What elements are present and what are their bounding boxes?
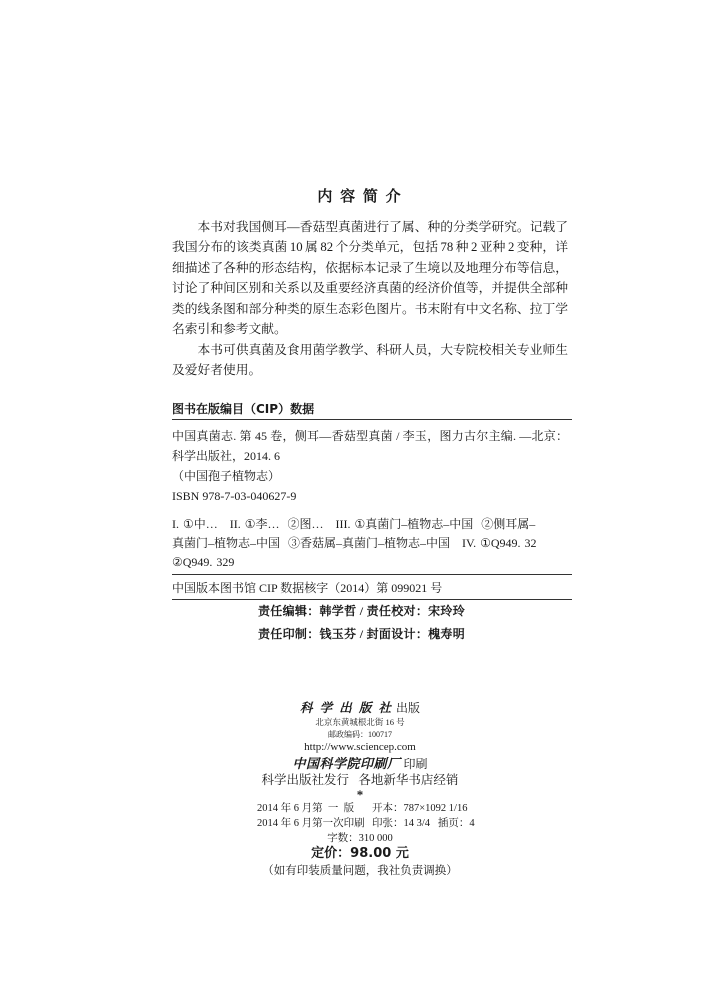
cip-record [172,426,568,506]
price: 定价：98.00 元 [311,846,409,861]
publisher-url: http://www.sciencep.com [304,741,416,753]
cip-record-line: 科学出版社，2014. 6 [172,449,281,463]
intro-line: 本书对我国侧耳—香菇型真菌进行了属、种的分类学研究。记载了 [197,219,568,234]
intro-line: 讨论了种间区别和关系以及重要经济真菌的经济价值等，并提供全部种 [172,281,568,296]
publisher-logo-text: 科 学 出 版 社 [299,701,393,715]
distribution-line: 科学出版社发行 各地新华书店经销 [261,773,459,787]
word-count: 字数：310 000 [327,832,393,844]
publisher-line [0,700,720,716]
cip-divider [172,419,572,420]
cip-subjects [172,515,572,572]
intro-line: 名索引和参考文献。 [172,322,287,337]
cip-number: 中国版本图书馆 CIP 数据核字（2014）第 099021 号 [172,581,443,595]
cip-record-line: （中国孢子植物志） [172,469,281,483]
quality-notice: （如有印装质量问题，我社负责调换） [262,865,458,877]
intro-body [172,217,568,381]
intro-title: 内 容 简 介 [317,189,403,205]
cip-record-line: 中国真菌志. 第 45 卷，侧耳—香菇型真菌 / 李玉，图力古尔主编. —北京： [172,429,568,443]
cip-subject-line: 真菌门–植物志–中国 ③香菇属–真菌门–植物志–中国 IV. ①Q949. 32 [172,535,537,550]
publisher-postcode: 邮政编码：100717 [328,729,392,739]
intro-line: 本书可供真菌及食用菌学教学、科研人员，大专院校相关专业师生 [197,342,568,357]
edition-line: 2014 年 6 月第 一 版 [257,802,355,814]
print-credit-line: 责任印制：钱玉芬 / 封面设计：槐寿明 [258,626,466,641]
cip-subject-line: ②Q949. 329 [172,554,235,569]
printing-line: 2014 年 6 月第一次印刷 [257,817,365,829]
intro-line: 我国分布的该类真菌 10 属 82 个分类单元，包括 78 种 2 亚种 2 变种，详 [172,240,568,255]
cip-subject-line: I. ①中… II. ①李… ②图… III. ①真菌门–植物志–中国 ②侧耳属– [172,516,536,531]
editor-credit-line: 责任编辑：韩学哲 / 责任校对：宋玲玲 [258,603,466,618]
publisher-role: 出版 [396,701,421,715]
intro-line: 及爱好者使用。 [172,363,262,378]
cip-divider [172,574,572,575]
cip-record-line: ISBN 978-7-03-040627-9 [172,489,297,503]
format-line: 开本：787×1092 1/16 [372,802,468,814]
intro-line: 细描述了各种的形态结构，依据标本记录了生境以及地理分布等信息， [172,260,568,275]
intro-line: 类的线条图和部分种类的原生态彩色图片。书末附有中文名称、拉丁学 [172,301,568,316]
publisher-address: 北京东黄城根北街 16 号 [315,717,405,727]
cip-heading: 图书在版编目（CIP）数据 [172,402,315,416]
printer-role: 印刷 [403,757,428,771]
printer-line [0,756,720,772]
credits [258,600,465,646]
separator-star: * [356,787,364,802]
sheets-line: 印张：14 3/4 插页：4 [372,817,475,829]
printer-logo-text: 中国科学院印刷厂 [292,756,401,771]
